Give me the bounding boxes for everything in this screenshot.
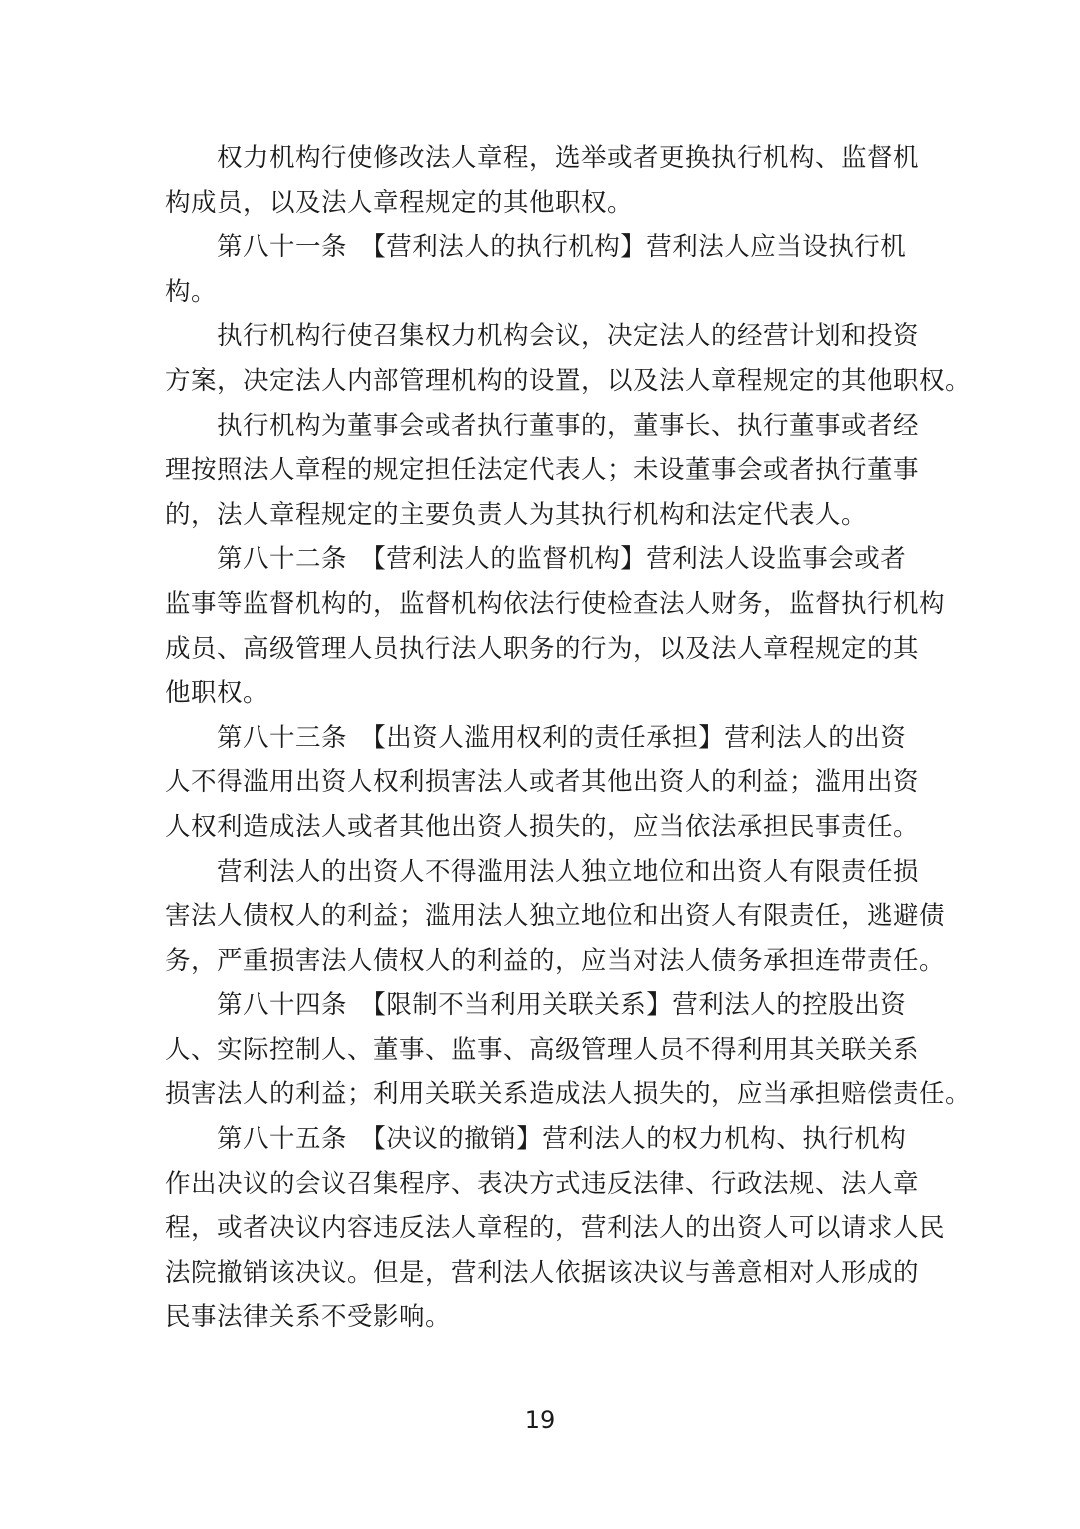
text-line: 监事等监督机构的，监督机构依法行使检查法人财务，监督执行机构 — [165, 588, 946, 619]
text-line: 作出决议的会议召集程序、表决方式违反法律、行政法规、法人章 — [165, 1168, 920, 1199]
text-line: 他职权。 — [165, 678, 270, 709]
text-line: 成员、高级管理人员执行法人职务的行为，以及法人章程规定的其 — [165, 633, 920, 664]
text-line: 构。 — [165, 276, 218, 307]
text-line: 执行机构为董事会或者执行董事的，董事长、执行董事或者经 — [217, 410, 920, 441]
text-line: 理按照法人章程的规定担任法定代表人；未设董事会或者执行董事 — [165, 455, 920, 486]
text-line: 的，法人章程规定的主要负责人为其执行机构和法定代表人。 — [165, 499, 868, 530]
article-85-heading-line: 第八十五条 【决议的撤销】营利法人的权力机构、执行机构 — [217, 1124, 907, 1155]
text-line: 法院撤销该决议。但是，营利法人依据该决议与善意相对人形成的 — [165, 1257, 920, 1288]
text-line: 害法人债权人的利益；滥用法人独立地位和出资人有限责任，逃避债 — [165, 901, 946, 932]
text-line: 权力机构行使修改法人章程，选举或者更换执行机构、监督机 — [217, 143, 920, 173]
text-body — [165, 136, 972, 1340]
text-line: 务，严重损害法人债权人的利益的，应当对法人债务承担连带责任。 — [165, 945, 946, 976]
text-line: 损害法人的利益；利用关联关系造成法人损失的，应当承担赔偿责任。 — [165, 1079, 972, 1110]
text-line: 人权利造成法人或者其他出资人损失的，应当依法承担民事责任。 — [165, 811, 920, 842]
text-line: 营利法人的出资人不得滥用法人独立地位和出资人有限责任损 — [217, 856, 920, 887]
article-84-heading-line: 第八十四条 【限制不当利用关联关系】营利法人的控股出资 — [217, 990, 907, 1021]
text-line: 民事法律关系不受影响。 — [165, 1302, 452, 1333]
article-81-heading-line: 第八十一条 【营利法人的执行机构】营利法人应当设执行机 — [217, 232, 907, 263]
text-line: 程，或者决议内容违反法人章程的，营利法人的出资人可以请求人民 — [165, 1213, 946, 1244]
text-line: 构成员，以及法人章程规定的其他职权。 — [165, 187, 634, 218]
text-line: 人、实际控制人、董事、监事、高级管理人员不得利用其关联关系 — [165, 1034, 920, 1065]
page-number: 19 — [524, 1406, 556, 1434]
text-line: 方案，决定法人内部管理机构的设置，以及法人章程规定的其他职权。 — [165, 365, 972, 396]
article-82-heading-line: 第八十二条 【营利法人的监督机构】营利法人设监事会或者 — [217, 544, 907, 575]
text-line: 执行机构行使召集权力机构会议，决定法人的经营计划和投资 — [217, 321, 920, 352]
text-line: 人不得滥用出资人权利损害法人或者其他出资人的利益；滥用出资 — [165, 767, 920, 798]
article-83-heading-line: 第八十三条 【出资人滥用权利的责任承担】营利法人的出资 — [217, 722, 907, 753]
